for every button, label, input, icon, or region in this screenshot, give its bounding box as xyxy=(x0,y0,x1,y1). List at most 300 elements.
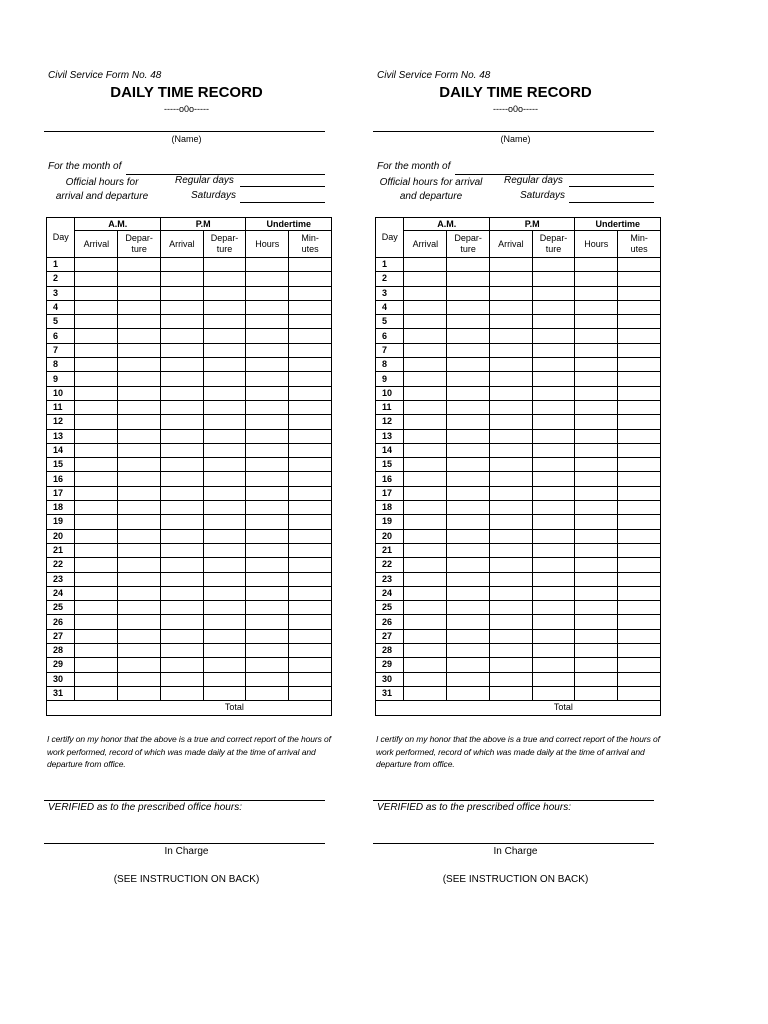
am-departure-cell[interactable] xyxy=(447,644,490,658)
pm-departure-cell[interactable] xyxy=(203,644,246,658)
pm-departure-cell[interactable] xyxy=(532,558,575,572)
pm-departure-cell[interactable] xyxy=(203,386,246,400)
undertime-hours-cell[interactable] xyxy=(246,686,289,700)
pm-arrival-cell[interactable] xyxy=(489,458,532,472)
pm-arrival-cell[interactable] xyxy=(160,572,203,586)
undertime-minutes-cell[interactable] xyxy=(289,429,332,443)
am-arrival-cell[interactable] xyxy=(404,286,447,300)
pm-arrival-cell[interactable] xyxy=(489,558,532,572)
pm-departure-cell[interactable] xyxy=(203,258,246,272)
pm-arrival-cell[interactable] xyxy=(160,586,203,600)
undertime-hours-cell[interactable] xyxy=(246,629,289,643)
undertime-minutes-cell[interactable] xyxy=(289,400,332,414)
undertime-hours-cell[interactable] xyxy=(246,458,289,472)
undertime-hours-cell[interactable] xyxy=(575,572,618,586)
am-departure-cell[interactable] xyxy=(118,672,161,686)
pm-arrival-cell[interactable] xyxy=(489,486,532,500)
undertime-hours-cell[interactable] xyxy=(575,429,618,443)
pm-departure-cell[interactable] xyxy=(532,529,575,543)
pm-departure-cell[interactable] xyxy=(203,300,246,314)
undertime-hours-cell[interactable] xyxy=(246,343,289,357)
undertime-minutes-cell[interactable] xyxy=(618,400,661,414)
am-departure-cell[interactable] xyxy=(447,415,490,429)
undertime-minutes-cell[interactable] xyxy=(618,543,661,557)
am-arrival-cell[interactable] xyxy=(404,458,447,472)
undertime-minutes-cell[interactable] xyxy=(618,586,661,600)
am-departure-cell[interactable] xyxy=(447,672,490,686)
undertime-minutes-cell[interactable] xyxy=(289,586,332,600)
undertime-minutes-cell[interactable] xyxy=(618,501,661,515)
am-departure-cell[interactable] xyxy=(447,286,490,300)
am-arrival-cell[interactable] xyxy=(404,601,447,615)
pm-arrival-cell[interactable] xyxy=(489,572,532,586)
am-departure-cell[interactable] xyxy=(118,629,161,643)
undertime-minutes-cell[interactable] xyxy=(618,358,661,372)
undertime-minutes-cell[interactable] xyxy=(289,644,332,658)
pm-departure-cell[interactable] xyxy=(203,372,246,386)
undertime-hours-cell[interactable] xyxy=(575,472,618,486)
in-charge-signature-line[interactable] xyxy=(373,843,654,844)
am-departure-cell[interactable] xyxy=(118,486,161,500)
undertime-minutes-cell[interactable] xyxy=(289,601,332,615)
undertime-minutes-cell[interactable] xyxy=(618,486,661,500)
pm-departure-cell[interactable] xyxy=(203,286,246,300)
undertime-minutes-cell[interactable] xyxy=(618,644,661,658)
pm-arrival-cell[interactable] xyxy=(160,644,203,658)
undertime-hours-cell[interactable] xyxy=(575,644,618,658)
undertime-hours-cell[interactable] xyxy=(575,672,618,686)
undertime-hours-cell[interactable] xyxy=(575,343,618,357)
pm-departure-cell[interactable] xyxy=(532,615,575,629)
am-departure-cell[interactable] xyxy=(447,686,490,700)
pm-arrival-cell[interactable] xyxy=(489,286,532,300)
pm-arrival-cell[interactable] xyxy=(489,629,532,643)
am-departure-cell[interactable] xyxy=(447,486,490,500)
undertime-hours-cell[interactable] xyxy=(246,272,289,286)
pm-departure-cell[interactable] xyxy=(532,644,575,658)
am-departure-cell[interactable] xyxy=(118,658,161,672)
am-departure-cell[interactable] xyxy=(118,272,161,286)
pm-departure-cell[interactable] xyxy=(203,672,246,686)
am-departure-cell[interactable] xyxy=(447,629,490,643)
am-arrival-cell[interactable] xyxy=(75,686,118,700)
pm-arrival-cell[interactable] xyxy=(489,429,532,443)
am-departure-cell[interactable] xyxy=(447,472,490,486)
pm-arrival-cell[interactable] xyxy=(160,558,203,572)
pm-arrival-cell[interactable] xyxy=(160,300,203,314)
am-departure-cell[interactable] xyxy=(118,501,161,515)
undertime-hours-cell[interactable] xyxy=(246,372,289,386)
pm-departure-cell[interactable] xyxy=(203,601,246,615)
undertime-minutes-cell[interactable] xyxy=(618,415,661,429)
undertime-hours-cell[interactable] xyxy=(575,629,618,643)
am-departure-cell[interactable] xyxy=(118,343,161,357)
am-departure-cell[interactable] xyxy=(118,472,161,486)
am-arrival-cell[interactable] xyxy=(75,586,118,600)
pm-departure-cell[interactable] xyxy=(203,272,246,286)
undertime-minutes-cell[interactable] xyxy=(289,572,332,586)
am-arrival-cell[interactable] xyxy=(404,486,447,500)
pm-departure-cell[interactable] xyxy=(203,472,246,486)
am-arrival-cell[interactable] xyxy=(75,443,118,457)
pm-departure-cell[interactable] xyxy=(203,443,246,457)
pm-departure-cell[interactable] xyxy=(203,501,246,515)
undertime-hours-cell[interactable] xyxy=(246,515,289,529)
undertime-minutes-cell[interactable] xyxy=(618,386,661,400)
am-departure-cell[interactable] xyxy=(447,386,490,400)
pm-departure-cell[interactable] xyxy=(532,386,575,400)
pm-departure-cell[interactable] xyxy=(532,672,575,686)
pm-arrival-cell[interactable] xyxy=(160,315,203,329)
am-departure-cell[interactable] xyxy=(118,386,161,400)
undertime-minutes-cell[interactable] xyxy=(618,329,661,343)
undertime-minutes-cell[interactable] xyxy=(289,386,332,400)
pm-arrival-cell[interactable] xyxy=(160,372,203,386)
pm-arrival-cell[interactable] xyxy=(489,343,532,357)
am-departure-cell[interactable] xyxy=(118,429,161,443)
undertime-hours-cell[interactable] xyxy=(575,558,618,572)
undertime-hours-cell[interactable] xyxy=(246,615,289,629)
undertime-hours-cell[interactable] xyxy=(246,286,289,300)
am-arrival-cell[interactable] xyxy=(75,386,118,400)
am-arrival-cell[interactable] xyxy=(404,629,447,643)
am-departure-cell[interactable] xyxy=(447,558,490,572)
pm-departure-cell[interactable] xyxy=(203,486,246,500)
am-arrival-cell[interactable] xyxy=(404,515,447,529)
am-arrival-cell[interactable] xyxy=(404,300,447,314)
am-arrival-cell[interactable] xyxy=(75,429,118,443)
am-departure-cell[interactable] xyxy=(118,358,161,372)
undertime-minutes-cell[interactable] xyxy=(289,258,332,272)
am-arrival-cell[interactable] xyxy=(75,558,118,572)
am-arrival-cell[interactable] xyxy=(75,300,118,314)
undertime-hours-cell[interactable] xyxy=(575,300,618,314)
am-arrival-cell[interactable] xyxy=(404,415,447,429)
undertime-hours-cell[interactable] xyxy=(575,400,618,414)
undertime-minutes-cell[interactable] xyxy=(289,472,332,486)
am-departure-cell[interactable] xyxy=(118,529,161,543)
undertime-hours-cell[interactable] xyxy=(246,501,289,515)
am-departure-cell[interactable] xyxy=(447,572,490,586)
verified-signature-line[interactable] xyxy=(373,800,654,801)
undertime-hours-cell[interactable] xyxy=(575,286,618,300)
undertime-hours-cell[interactable] xyxy=(246,572,289,586)
pm-departure-cell[interactable] xyxy=(203,572,246,586)
am-departure-cell[interactable] xyxy=(447,601,490,615)
am-departure-cell[interactable] xyxy=(447,343,490,357)
am-departure-cell[interactable] xyxy=(447,300,490,314)
pm-arrival-cell[interactable] xyxy=(489,686,532,700)
pm-departure-cell[interactable] xyxy=(532,601,575,615)
undertime-hours-cell[interactable] xyxy=(246,400,289,414)
in-charge-signature-line[interactable] xyxy=(44,843,325,844)
pm-arrival-cell[interactable] xyxy=(160,601,203,615)
pm-arrival-cell[interactable] xyxy=(160,515,203,529)
undertime-minutes-cell[interactable] xyxy=(618,558,661,572)
am-arrival-cell[interactable] xyxy=(75,543,118,557)
undertime-minutes-cell[interactable] xyxy=(289,372,332,386)
am-arrival-cell[interactable] xyxy=(75,658,118,672)
am-departure-cell[interactable] xyxy=(447,615,490,629)
pm-arrival-cell[interactable] xyxy=(160,629,203,643)
am-departure-cell[interactable] xyxy=(447,586,490,600)
pm-departure-cell[interactable] xyxy=(203,529,246,543)
pm-departure-cell[interactable] xyxy=(532,400,575,414)
undertime-minutes-cell[interactable] xyxy=(618,300,661,314)
am-arrival-cell[interactable] xyxy=(75,572,118,586)
undertime-minutes-cell[interactable] xyxy=(289,486,332,500)
am-arrival-cell[interactable] xyxy=(75,529,118,543)
undertime-minutes-cell[interactable] xyxy=(618,286,661,300)
undertime-hours-cell[interactable] xyxy=(575,272,618,286)
pm-departure-cell[interactable] xyxy=(532,272,575,286)
undertime-minutes-cell[interactable] xyxy=(618,686,661,700)
am-departure-cell[interactable] xyxy=(118,258,161,272)
am-departure-cell[interactable] xyxy=(118,686,161,700)
am-arrival-cell[interactable] xyxy=(404,543,447,557)
pm-arrival-cell[interactable] xyxy=(160,329,203,343)
pm-departure-cell[interactable] xyxy=(203,458,246,472)
am-departure-cell[interactable] xyxy=(118,515,161,529)
pm-arrival-cell[interactable] xyxy=(489,529,532,543)
undertime-hours-cell[interactable] xyxy=(246,558,289,572)
pm-arrival-cell[interactable] xyxy=(160,429,203,443)
am-departure-cell[interactable] xyxy=(118,615,161,629)
am-arrival-cell[interactable] xyxy=(75,315,118,329)
pm-departure-cell[interactable] xyxy=(203,615,246,629)
am-departure-cell[interactable] xyxy=(118,543,161,557)
undertime-hours-cell[interactable] xyxy=(246,486,289,500)
undertime-hours-cell[interactable] xyxy=(575,258,618,272)
undertime-hours-cell[interactable] xyxy=(575,586,618,600)
am-departure-cell[interactable] xyxy=(447,272,490,286)
am-departure-cell[interactable] xyxy=(118,315,161,329)
pm-departure-cell[interactable] xyxy=(532,343,575,357)
undertime-hours-cell[interactable] xyxy=(246,258,289,272)
am-departure-cell[interactable] xyxy=(118,329,161,343)
undertime-hours-cell[interactable] xyxy=(575,386,618,400)
pm-arrival-cell[interactable] xyxy=(489,443,532,457)
am-arrival-cell[interactable] xyxy=(404,615,447,629)
am-arrival-cell[interactable] xyxy=(75,400,118,414)
pm-arrival-cell[interactable] xyxy=(489,672,532,686)
pm-arrival-cell[interactable] xyxy=(489,258,532,272)
pm-departure-cell[interactable] xyxy=(203,400,246,414)
undertime-minutes-cell[interactable] xyxy=(618,372,661,386)
pm-departure-cell[interactable] xyxy=(532,486,575,500)
am-arrival-cell[interactable] xyxy=(404,372,447,386)
am-departure-cell[interactable] xyxy=(118,443,161,457)
pm-arrival-cell[interactable] xyxy=(489,415,532,429)
am-arrival-cell[interactable] xyxy=(404,558,447,572)
undertime-minutes-cell[interactable] xyxy=(289,686,332,700)
pm-arrival-cell[interactable] xyxy=(160,386,203,400)
undertime-minutes-cell[interactable] xyxy=(618,429,661,443)
undertime-minutes-cell[interactable] xyxy=(289,443,332,457)
undertime-minutes-cell[interactable] xyxy=(289,501,332,515)
pm-departure-cell[interactable] xyxy=(203,543,246,557)
undertime-hours-cell[interactable] xyxy=(246,415,289,429)
undertime-minutes-cell[interactable] xyxy=(618,272,661,286)
regular-days-line[interactable] xyxy=(569,186,654,187)
am-arrival-cell[interactable] xyxy=(75,515,118,529)
saturdays-line[interactable] xyxy=(569,202,654,203)
pm-arrival-cell[interactable] xyxy=(160,343,203,357)
am-departure-cell[interactable] xyxy=(118,400,161,414)
am-arrival-cell[interactable] xyxy=(404,343,447,357)
pm-departure-cell[interactable] xyxy=(532,415,575,429)
am-departure-cell[interactable] xyxy=(447,529,490,543)
am-arrival-cell[interactable] xyxy=(75,272,118,286)
undertime-hours-cell[interactable] xyxy=(575,443,618,457)
pm-arrival-cell[interactable] xyxy=(489,543,532,557)
pm-departure-cell[interactable] xyxy=(532,258,575,272)
undertime-minutes-cell[interactable] xyxy=(618,472,661,486)
am-arrival-cell[interactable] xyxy=(404,586,447,600)
undertime-minutes-cell[interactable] xyxy=(618,672,661,686)
undertime-hours-cell[interactable] xyxy=(575,658,618,672)
am-arrival-cell[interactable] xyxy=(75,358,118,372)
am-departure-cell[interactable] xyxy=(118,415,161,429)
pm-arrival-cell[interactable] xyxy=(160,543,203,557)
am-arrival-cell[interactable] xyxy=(404,529,447,543)
undertime-hours-cell[interactable] xyxy=(246,529,289,543)
undertime-hours-cell[interactable] xyxy=(246,300,289,314)
pm-departure-cell[interactable] xyxy=(532,658,575,672)
undertime-hours-cell[interactable] xyxy=(246,586,289,600)
undertime-minutes-cell[interactable] xyxy=(618,529,661,543)
am-arrival-cell[interactable] xyxy=(75,615,118,629)
am-departure-cell[interactable] xyxy=(447,400,490,414)
undertime-minutes-cell[interactable] xyxy=(289,272,332,286)
pm-arrival-cell[interactable] xyxy=(160,672,203,686)
pm-departure-cell[interactable] xyxy=(532,329,575,343)
am-departure-cell[interactable] xyxy=(118,601,161,615)
am-arrival-cell[interactable] xyxy=(75,601,118,615)
am-arrival-cell[interactable] xyxy=(404,358,447,372)
undertime-minutes-cell[interactable] xyxy=(618,443,661,457)
undertime-minutes-cell[interactable] xyxy=(289,415,332,429)
saturdays-line[interactable] xyxy=(240,202,325,203)
undertime-hours-cell[interactable] xyxy=(246,429,289,443)
undertime-hours-cell[interactable] xyxy=(575,501,618,515)
am-departure-cell[interactable] xyxy=(447,429,490,443)
am-departure-cell[interactable] xyxy=(447,329,490,343)
am-arrival-cell[interactable] xyxy=(75,329,118,343)
am-departure-cell[interactable] xyxy=(118,458,161,472)
am-arrival-cell[interactable] xyxy=(75,644,118,658)
am-arrival-cell[interactable] xyxy=(75,472,118,486)
undertime-hours-cell[interactable] xyxy=(575,529,618,543)
undertime-hours-cell[interactable] xyxy=(246,658,289,672)
pm-arrival-cell[interactable] xyxy=(489,372,532,386)
undertime-minutes-cell[interactable] xyxy=(289,543,332,557)
pm-arrival-cell[interactable] xyxy=(160,472,203,486)
am-departure-cell[interactable] xyxy=(447,443,490,457)
am-arrival-cell[interactable] xyxy=(404,644,447,658)
undertime-hours-cell[interactable] xyxy=(575,486,618,500)
am-arrival-cell[interactable] xyxy=(75,486,118,500)
undertime-minutes-cell[interactable] xyxy=(289,343,332,357)
am-arrival-cell[interactable] xyxy=(75,343,118,357)
pm-departure-cell[interactable] xyxy=(532,572,575,586)
undertime-minutes-cell[interactable] xyxy=(618,458,661,472)
pm-arrival-cell[interactable] xyxy=(489,358,532,372)
pm-arrival-cell[interactable] xyxy=(489,400,532,414)
am-departure-cell[interactable] xyxy=(118,372,161,386)
pm-arrival-cell[interactable] xyxy=(160,486,203,500)
undertime-minutes-cell[interactable] xyxy=(618,258,661,272)
undertime-minutes-cell[interactable] xyxy=(289,300,332,314)
pm-departure-cell[interactable] xyxy=(532,458,575,472)
undertime-hours-cell[interactable] xyxy=(246,601,289,615)
undertime-minutes-cell[interactable] xyxy=(618,615,661,629)
am-departure-cell[interactable] xyxy=(447,515,490,529)
pm-departure-cell[interactable] xyxy=(203,686,246,700)
undertime-minutes-cell[interactable] xyxy=(289,658,332,672)
pm-departure-cell[interactable] xyxy=(203,629,246,643)
am-arrival-cell[interactable] xyxy=(75,415,118,429)
am-arrival-cell[interactable] xyxy=(404,400,447,414)
pm-departure-cell[interactable] xyxy=(203,315,246,329)
undertime-hours-cell[interactable] xyxy=(575,372,618,386)
am-departure-cell[interactable] xyxy=(447,258,490,272)
pm-departure-cell[interactable] xyxy=(532,286,575,300)
undertime-minutes-cell[interactable] xyxy=(289,629,332,643)
am-arrival-cell[interactable] xyxy=(404,572,447,586)
undertime-minutes-cell[interactable] xyxy=(618,572,661,586)
undertime-hours-cell[interactable] xyxy=(246,315,289,329)
am-departure-cell[interactable] xyxy=(118,586,161,600)
am-arrival-cell[interactable] xyxy=(404,443,447,457)
pm-departure-cell[interactable] xyxy=(532,372,575,386)
pm-arrival-cell[interactable] xyxy=(160,529,203,543)
pm-arrival-cell[interactable] xyxy=(160,686,203,700)
undertime-hours-cell[interactable] xyxy=(575,458,618,472)
pm-arrival-cell[interactable] xyxy=(160,658,203,672)
undertime-hours-cell[interactable] xyxy=(575,329,618,343)
pm-arrival-cell[interactable] xyxy=(160,443,203,457)
am-arrival-cell[interactable] xyxy=(75,629,118,643)
undertime-hours-cell[interactable] xyxy=(246,358,289,372)
name-line[interactable] xyxy=(373,131,654,132)
am-arrival-cell[interactable] xyxy=(404,258,447,272)
pm-arrival-cell[interactable] xyxy=(489,501,532,515)
undertime-minutes-cell[interactable] xyxy=(618,315,661,329)
undertime-minutes-cell[interactable] xyxy=(289,615,332,629)
am-departure-cell[interactable] xyxy=(118,300,161,314)
name-line[interactable] xyxy=(44,131,325,132)
am-arrival-cell[interactable] xyxy=(404,272,447,286)
pm-arrival-cell[interactable] xyxy=(489,329,532,343)
verified-signature-line[interactable] xyxy=(44,800,325,801)
undertime-minutes-cell[interactable] xyxy=(289,515,332,529)
am-departure-cell[interactable] xyxy=(447,358,490,372)
pm-departure-cell[interactable] xyxy=(532,543,575,557)
pm-departure-cell[interactable] xyxy=(203,515,246,529)
pm-departure-cell[interactable] xyxy=(203,558,246,572)
undertime-minutes-cell[interactable] xyxy=(618,601,661,615)
pm-arrival-cell[interactable] xyxy=(160,415,203,429)
pm-departure-cell[interactable] xyxy=(532,501,575,515)
am-arrival-cell[interactable] xyxy=(75,286,118,300)
pm-departure-cell[interactable] xyxy=(532,358,575,372)
pm-arrival-cell[interactable] xyxy=(489,615,532,629)
am-departure-cell[interactable] xyxy=(118,558,161,572)
undertime-hours-cell[interactable] xyxy=(575,315,618,329)
pm-arrival-cell[interactable] xyxy=(489,644,532,658)
pm-departure-cell[interactable] xyxy=(532,515,575,529)
